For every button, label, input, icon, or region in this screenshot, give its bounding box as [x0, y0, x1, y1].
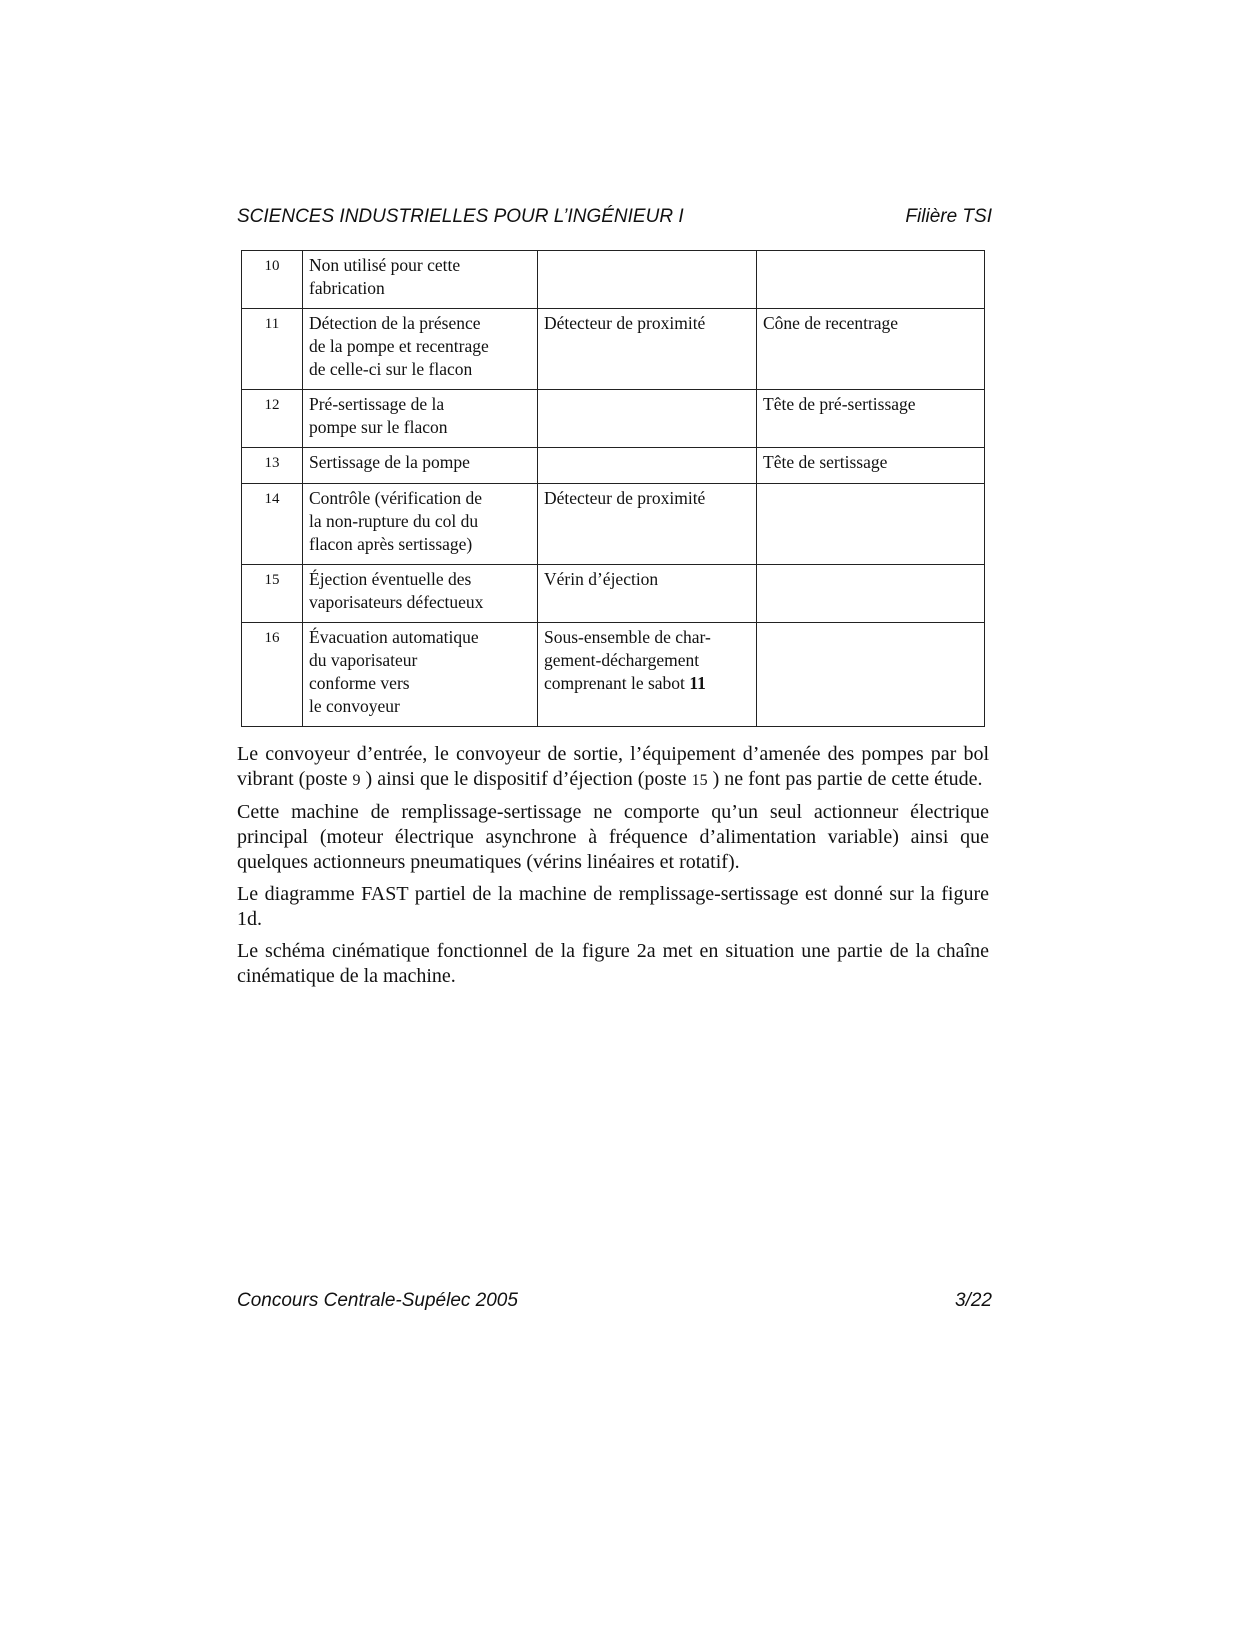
station-tool: Tête de sertissage — [757, 448, 985, 484]
station-ref: 9 — [352, 772, 361, 789]
table-row — [242, 390, 985, 448]
paragraph: Cette machine de remplissage-sertissage ne comporte qu’un seul actionneur électrique principal (moteur électrique asynchrone à fréquence d’alimentation variable) ainsi que quelques actionneurs pneumatiques (vérins linéaires et rotatif). — [237, 801, 989, 873]
station-detector — [538, 448, 757, 484]
paragraph-text: ) ainsi que le dispositif d’éjection (poste — [365, 768, 692, 790]
header-title: SCIENCES INDUSTRIELLES POUR L’INGÉNIEUR I — [237, 206, 684, 227]
table-row — [242, 251, 985, 309]
station-detector-text: Sous-ensemble de char- gement-déchargement comprenant le sabot — [544, 627, 711, 693]
station-function: Non utilisé pour cette fabrication — [303, 251, 538, 309]
station-function: Évacuation automatique du vaporisateur conforme vers le convoyeur — [303, 623, 538, 727]
page-number: 3/22 — [955, 1290, 992, 1311]
table-row — [242, 448, 985, 484]
table-row — [242, 309, 985, 390]
station-detector: Vérin d’éjection — [538, 565, 757, 623]
station-function: Contrôle (vérification de la non-rupture du col du flacon après sertissage) — [303, 484, 538, 565]
station-tool — [757, 623, 985, 727]
table-row — [242, 484, 985, 565]
station-ref: 15 — [691, 772, 708, 789]
station-tool — [757, 251, 985, 309]
station-number: 15 — [242, 565, 303, 623]
paragraph-text: ) ne font pas partie de cette étude. — [712, 768, 983, 790]
paragraph: Le schéma cinématique fonctionnel de la figure 2a met en situation une partie de la chaîne cinématique de la machine. — [237, 940, 989, 987]
header-track: Filière TSI — [905, 206, 992, 227]
station-detector — [538, 623, 757, 727]
station-tool — [757, 484, 985, 565]
paragraph-text: Le convoyeur d’entrée, le convoyeur de sortie, l’équipement d’amenée des pompes par bol vibrant (poste — [237, 743, 989, 790]
station-detector — [538, 390, 757, 448]
body-text — [237, 742, 989, 996]
station-number: 16 — [242, 623, 303, 727]
table-row — [242, 565, 985, 623]
station-function: Éjection éventuelle des vaporisateurs défectueux — [303, 565, 538, 623]
footer-contest: Concours Centrale-Supélec 2005 — [237, 1290, 518, 1311]
station-function: Détection de la présence de la pompe et recentrage de celle-ci sur le flacon — [303, 309, 538, 390]
station-tool: Cône de recentrage — [757, 309, 985, 390]
station-detector — [538, 251, 757, 309]
operations-table — [241, 250, 985, 727]
paragraph — [237, 742, 989, 793]
station-function: Sertissage de la pompe — [303, 448, 538, 484]
station-detector: Détecteur de proximité — [538, 484, 757, 565]
station-number: 11 — [242, 309, 303, 390]
table-row — [242, 623, 985, 727]
station-detector: Détecteur de proximité — [538, 309, 757, 390]
station-function: Pré-sertissage de la pompe sur le flacon — [303, 390, 538, 448]
sabot-reference: 11 — [689, 673, 706, 693]
station-number: 12 — [242, 390, 303, 448]
station-number: 13 — [242, 448, 303, 484]
station-tool — [757, 565, 985, 623]
page-header — [237, 206, 992, 228]
station-number: 10 — [242, 251, 303, 309]
station-number: 14 — [242, 484, 303, 565]
paragraph: Le diagramme FAST partiel de la machine de remplissage-sertissage est donné sur la figure 1d. — [237, 883, 989, 930]
station-tool: Tête de pré-sertissage — [757, 390, 985, 448]
page-footer — [237, 1290, 992, 1312]
